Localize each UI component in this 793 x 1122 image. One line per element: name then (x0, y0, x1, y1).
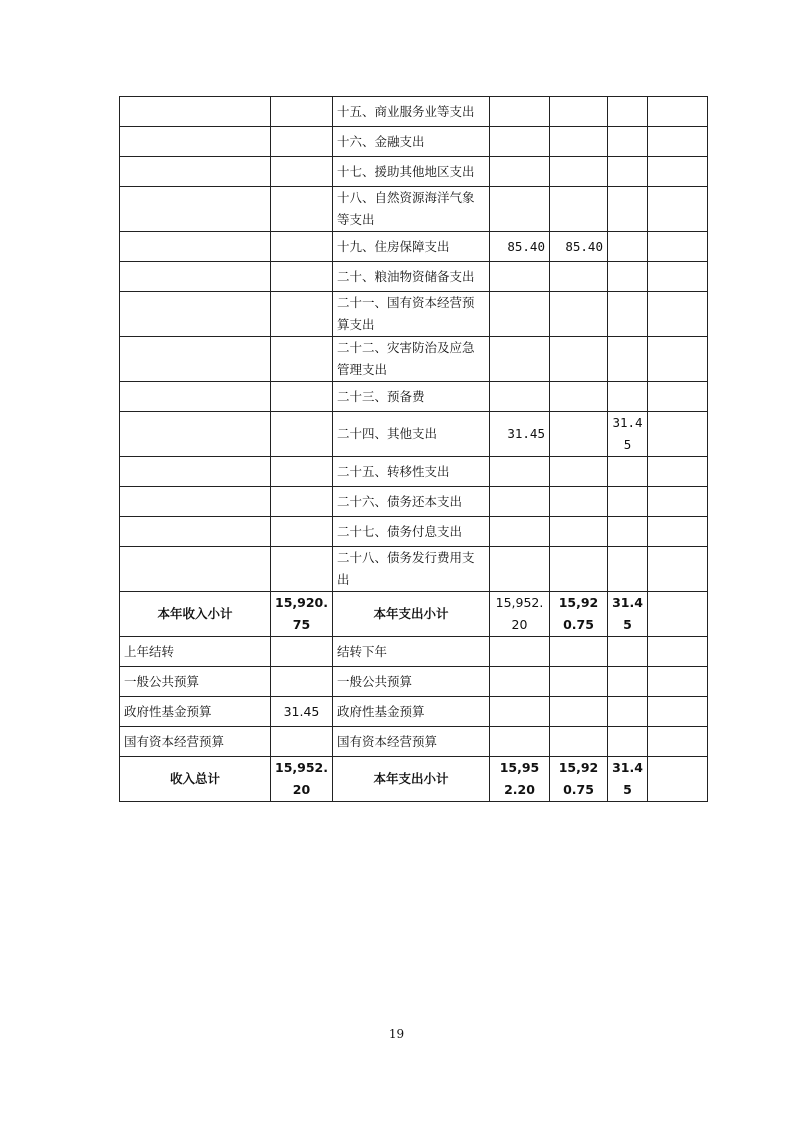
expense-total-value (490, 97, 550, 127)
income-grand-total-value: 15,952.20 (271, 757, 333, 802)
expense-general-value (550, 292, 608, 337)
table-row (120, 697, 708, 727)
expense-subtotal-label: 本年支出小计 (333, 592, 490, 637)
expense-general-value (550, 157, 608, 187)
table-row (120, 727, 708, 757)
expense-general-value (550, 337, 608, 382)
income-subtotal-value: 15,920.75 (271, 592, 333, 637)
expense-sub-label: 国有资本经营预算 (333, 727, 490, 757)
table-row (120, 337, 708, 382)
expense-total-value (490, 262, 550, 292)
table-row (120, 382, 708, 412)
expense-subtotal-general: 15,920.75 (550, 592, 608, 637)
table-row (120, 232, 708, 262)
expense-general-value (550, 187, 608, 232)
table-row (120, 487, 708, 517)
expense-item-label: 二十五、转移性支出 (333, 457, 490, 487)
expense-subtotal-total: 15,952.20 (490, 592, 550, 637)
table-row (120, 97, 708, 127)
table-row (120, 292, 708, 337)
expense-total-value (490, 382, 550, 412)
expense-general-value (550, 127, 608, 157)
expense-item-label: 十九、住房保障支出 (333, 232, 490, 262)
table-row (120, 127, 708, 157)
expense-grand-total: 15,952.20 (490, 757, 550, 802)
income-sub-value (271, 667, 333, 697)
expense-fund-value (608, 382, 648, 412)
table-row (120, 262, 708, 292)
page-number: 19 (388, 1027, 405, 1041)
expense-grand-fund: 31.45 (608, 757, 648, 802)
expense-grand-total-label: 本年支出小计 (333, 757, 490, 802)
expense-item-label: 十六、金融支出 (333, 127, 490, 157)
income-sub-value: 31.45 (271, 697, 333, 727)
expense-total-value (490, 157, 550, 187)
expense-total-value: 85.40 (490, 232, 550, 262)
income-sub-label: 政府性基金预算 (120, 697, 271, 727)
expense-general-value (550, 262, 608, 292)
expense-item-label: 二十三、预备费 (333, 382, 490, 412)
expense-item-label: 二十、粮油物资储备支出 (333, 262, 490, 292)
subtotal-row (120, 592, 708, 637)
expense-grand-general: 15,920.75 (550, 757, 608, 802)
expense-total-value (490, 487, 550, 517)
expense-fund-value (608, 517, 648, 547)
table-row (120, 457, 708, 487)
expense-total-value (490, 187, 550, 232)
expense-general-value (550, 412, 608, 457)
expense-total-value (490, 547, 550, 592)
expense-item-label: 二十六、债务还本支出 (333, 487, 490, 517)
expense-subtotal-fund: 31.45 (608, 592, 648, 637)
table-row (120, 187, 708, 232)
expense-general-value (550, 97, 608, 127)
income-carry-label: 上年结转 (120, 637, 271, 667)
expense-fund-value (608, 262, 648, 292)
carry-row (120, 637, 708, 667)
expense-fund-value (608, 337, 648, 382)
expense-total-value (490, 127, 550, 157)
expense-sub-label: 一般公共预算 (333, 667, 490, 697)
expense-item-label: 二十四、其他支出 (333, 412, 490, 457)
expense-general-value (550, 517, 608, 547)
expense-fund-value: 31.45 (608, 412, 648, 457)
table-row (120, 517, 708, 547)
expense-fund-value (608, 547, 648, 592)
income-grand-total-label: 收入总计 (120, 757, 271, 802)
table-row (120, 157, 708, 187)
expense-fund-value (608, 187, 648, 232)
expense-total-value (490, 337, 550, 382)
income-sub-value (271, 727, 333, 757)
expense-general-value (550, 487, 608, 517)
expense-fund-value (608, 127, 648, 157)
expense-fund-value (608, 292, 648, 337)
expense-total-value (490, 457, 550, 487)
expense-fund-value (608, 97, 648, 127)
expense-item-label: 十五、商业服务业等支出 (333, 97, 490, 127)
expense-fund-value (608, 157, 648, 187)
income-subtotal-label: 本年收入小计 (120, 592, 271, 637)
expense-item-label: 十八、自然资源海洋气象等支出 (333, 187, 490, 232)
budget-table (119, 96, 708, 802)
expense-sub-label: 政府性基金预算 (333, 697, 490, 727)
table-row (120, 547, 708, 592)
expense-item-label: 二十一、国有资本经营预算支出 (333, 292, 490, 337)
expense-item-label: 十七、援助其他地区支出 (333, 157, 490, 187)
expense-total-value (490, 517, 550, 547)
expense-general-value (550, 382, 608, 412)
expense-fund-value (608, 232, 648, 262)
income-sub-label: 国有资本经营预算 (120, 727, 271, 757)
table-row (120, 412, 708, 457)
expense-item-label: 二十二、灾害防治及应急管理支出 (333, 337, 490, 382)
table-row (120, 667, 708, 697)
income-sub-label: 一般公共预算 (120, 667, 271, 697)
expense-total-value: 31.45 (490, 412, 550, 457)
expense-general-value (550, 547, 608, 592)
expense-carry-label: 结转下年 (333, 637, 490, 667)
expense-item-label: 二十七、债务付息支出 (333, 517, 490, 547)
expense-item-label: 二十八、债务发行费用支出 (333, 547, 490, 592)
expense-general-value (550, 457, 608, 487)
grand-total-row (120, 757, 708, 802)
expense-fund-value (608, 487, 648, 517)
expense-general-value: 85.40 (550, 232, 608, 262)
expense-total-value (490, 292, 550, 337)
expense-fund-value (608, 457, 648, 487)
